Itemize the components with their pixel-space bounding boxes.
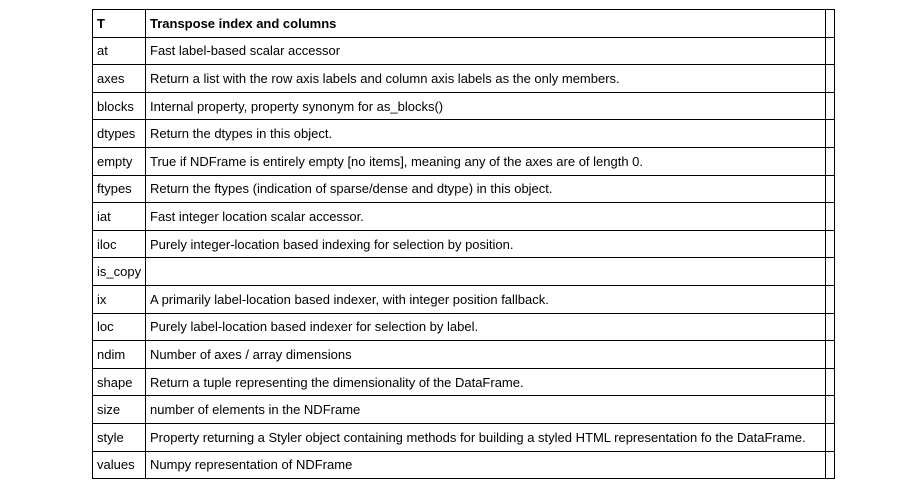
table-header-row [93,10,835,38]
table-row [93,203,835,231]
table-row [93,65,835,93]
table-row [93,423,835,451]
attribute-name-cell: is_copy [93,258,146,286]
attribute-description-cell: A primarily label-location based indexer, with integer position fallback. [146,285,826,313]
attribute-name-cell: size [93,396,146,424]
attribute-description-cell: Return the dtypes in this object. [146,120,826,148]
table-row [93,341,835,369]
empty-cell [826,368,835,396]
attribute-description-cell: Property returning a Styler object containing methods for building a styled HTML representation fo the DataFrame. [146,423,826,451]
attribute-name-cell: T [93,10,146,38]
table-row [93,92,835,120]
attribute-name-cell: blocks [93,92,146,120]
empty-cell [826,285,835,313]
attribute-description-cell: Purely label-location based indexer for selection by label. [146,313,826,341]
attribute-description-cell: Return the ftypes (indication of sparse/dense and dtype) in this object. [146,175,826,203]
attributes-table [92,9,835,479]
empty-cell [826,10,835,38]
table-row [93,285,835,313]
table-row [93,368,835,396]
attribute-description-cell: Internal property, property synonym for as_blocks() [146,92,826,120]
empty-cell [826,92,835,120]
table-row [93,120,835,148]
empty-cell [826,423,835,451]
attribute-name-cell: dtypes [93,120,146,148]
empty-cell [826,147,835,175]
attribute-name-cell: ftypes [93,175,146,203]
empty-cell [826,65,835,93]
attribute-description-cell: Number of axes / array dimensions [146,341,826,369]
attribute-name-cell: axes [93,65,146,93]
table-row [93,37,835,65]
empty-cell [826,258,835,286]
attribute-name-cell: iat [93,203,146,231]
attribute-description-cell: number of elements in the NDFrame [146,396,826,424]
attribute-description-cell: Purely integer-location based indexing for selection by position. [146,230,826,258]
attribute-name-cell: iloc [93,230,146,258]
attribute-name-cell: ix [93,285,146,313]
attribute-name-cell: loc [93,313,146,341]
attribute-description-cell: Transpose index and columns [146,10,826,38]
table-row [93,258,835,286]
empty-cell [826,37,835,65]
attribute-description-cell: True if NDFrame is entirely empty [no items], meaning any of the axes are of length 0. [146,147,826,175]
empty-cell [826,175,835,203]
empty-cell [826,120,835,148]
attribute-description-cell [146,258,826,286]
table-row [93,147,835,175]
attribute-description-cell: Numpy representation of NDFrame [146,451,826,479]
attribute-name-cell: style [93,423,146,451]
empty-cell [826,230,835,258]
empty-cell [826,341,835,369]
table-row [93,451,835,479]
empty-cell [826,313,835,341]
attribute-description-cell: Fast integer location scalar accessor. [146,203,826,231]
attribute-description-cell: Return a list with the row axis labels and column axis labels as the only members. [146,65,826,93]
attribute-description-cell: Fast label-based scalar accessor [146,37,826,65]
table-row [93,230,835,258]
attribute-name-cell: empty [93,147,146,175]
table-row [93,175,835,203]
attribute-name-cell: shape [93,368,146,396]
attribute-name-cell: ndim [93,341,146,369]
empty-cell [826,203,835,231]
attribute-description-cell: Return a tuple representing the dimensionality of the DataFrame. [146,368,826,396]
table-row [93,396,835,424]
attribute-name-cell: at [93,37,146,65]
table-row [93,313,835,341]
attribute-name-cell: values [93,451,146,479]
empty-cell [826,451,835,479]
empty-cell [826,396,835,424]
table-body [93,10,835,479]
